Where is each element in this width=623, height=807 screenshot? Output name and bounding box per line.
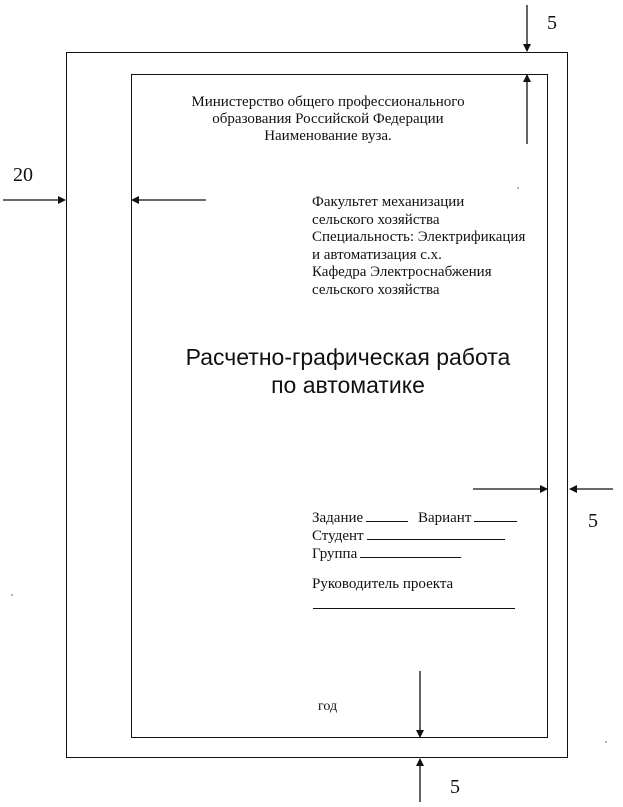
ministry-header xyxy=(178,94,478,145)
faculty-line: сельского хозяйства xyxy=(312,211,440,228)
variant-label: Вариант xyxy=(417,510,472,526)
faculty-block xyxy=(312,194,525,299)
department-line: Кафедра Электроснабжения xyxy=(312,264,492,280)
faculty-line: Факультет механизации xyxy=(312,194,465,210)
ministry-line: Министерство общего профессионального xyxy=(191,94,465,110)
group-blank-line xyxy=(360,544,461,558)
bottom-margin-label: 5 xyxy=(450,776,460,798)
supervisor-label: Руководитель проекта xyxy=(312,576,454,592)
student-blank-line xyxy=(367,526,505,540)
group-label: Группа xyxy=(312,546,358,562)
scan-speck xyxy=(517,187,519,189)
supervisor-blank-line xyxy=(313,608,515,609)
student-info-form xyxy=(312,508,517,562)
document-title xyxy=(150,343,546,399)
scan-speck xyxy=(605,741,607,743)
student-label: Студент xyxy=(312,528,364,544)
top-margin-label: 5 xyxy=(547,12,557,34)
variant-blank-line xyxy=(474,508,517,522)
student-row xyxy=(312,526,517,544)
ministry-line: образования Российской Федерации xyxy=(212,111,444,127)
right-margin-label: 5 xyxy=(588,510,598,532)
scan-speck xyxy=(11,594,13,596)
specialty-line: Специальность: Электрификация xyxy=(312,229,526,245)
title-line: Расчетно-графическая работа xyxy=(185,344,511,370)
task-blank-line xyxy=(366,508,408,522)
group-row xyxy=(312,544,517,562)
left-margin-label: 20 xyxy=(13,164,33,186)
year-label: год xyxy=(318,699,338,714)
university-name: Наименование вуза. xyxy=(264,128,392,144)
specialty-line: и автоматизация с.х. xyxy=(312,246,442,263)
title-line: по автоматике xyxy=(271,372,425,398)
task-variant-row xyxy=(312,508,517,526)
department-line: сельского хозяйства xyxy=(312,281,440,298)
task-label: Задание xyxy=(312,510,364,526)
